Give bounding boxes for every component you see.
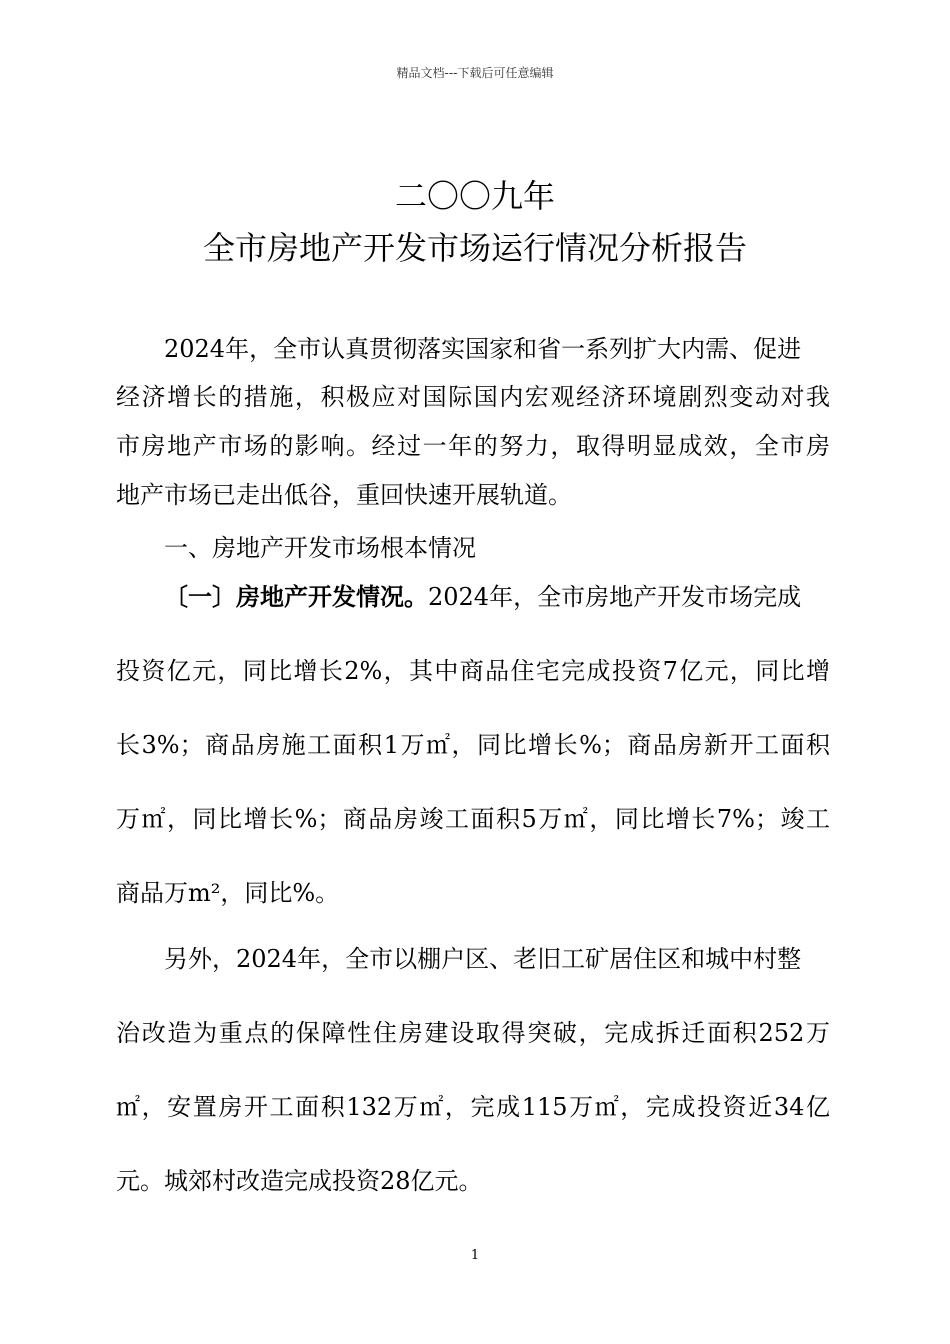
document-title-main: 全市房地产开发市场运行情况分析报告 <box>202 229 747 267</box>
section-heading: 一、房地产开发市场根本情况 <box>164 534 476 562</box>
subsection-label: 〔一〕房地产开发情况。 <box>164 583 428 611</box>
subsection-line-1 <box>164 582 801 612</box>
paragraph-2-line-1: 另外，2024年，全市以棚户区、老旧工矿居住区和城中村整 <box>164 945 802 973</box>
document-title-year: 二〇〇九年 <box>394 177 555 215</box>
paragraph-2-line-2: 治改造为重点的保障性住房建设取得突破，完成拆迁面积252万 <box>116 1019 830 1047</box>
subsection-line-2: 投资亿元，同比增长2%，其中商品住宅完成投资7亿元，同比增 <box>116 657 830 685</box>
subsection-line-5: 商品万m²，同比%。 <box>116 879 340 907</box>
paragraph-2-line-3: ㎡，安置房开工面积132万㎡，完成115万㎡，完成投资近34亿 <box>116 1093 830 1121</box>
intro-line-1: 2024年，全市认真贯彻落实国家和省一系列扩大内需、促进 <box>164 335 802 363</box>
intro-line-2: 经济增长的措施，积极应对国际国内宏观经济环境剧烈变动对我 <box>116 383 830 411</box>
page-number: 1 <box>470 1248 480 1263</box>
intro-line-3: 市房地产市场的影响。经过一年的努力，取得明显成效，全市房 <box>116 432 830 460</box>
subsection-line-4: 万㎡，同比增长%；商品房竣工面积5万㎡，同比增长7%；竣工 <box>116 805 830 833</box>
subsection-line-1-text: 2024年，全市房地产开发市场完成 <box>428 583 802 611</box>
subsection-line-3: 长3%；商品房施工面积1万㎡，同比增长%；商品房新开工面积 <box>116 731 830 759</box>
intro-line-4: 地产市场已走出低谷，重回快速开展轨道。 <box>116 481 572 509</box>
paragraph-2-line-4: 元。城郊村改造完成投资28亿元。 <box>116 1167 483 1195</box>
page-header: 精品文档---下载后可任意编辑 <box>396 66 554 80</box>
